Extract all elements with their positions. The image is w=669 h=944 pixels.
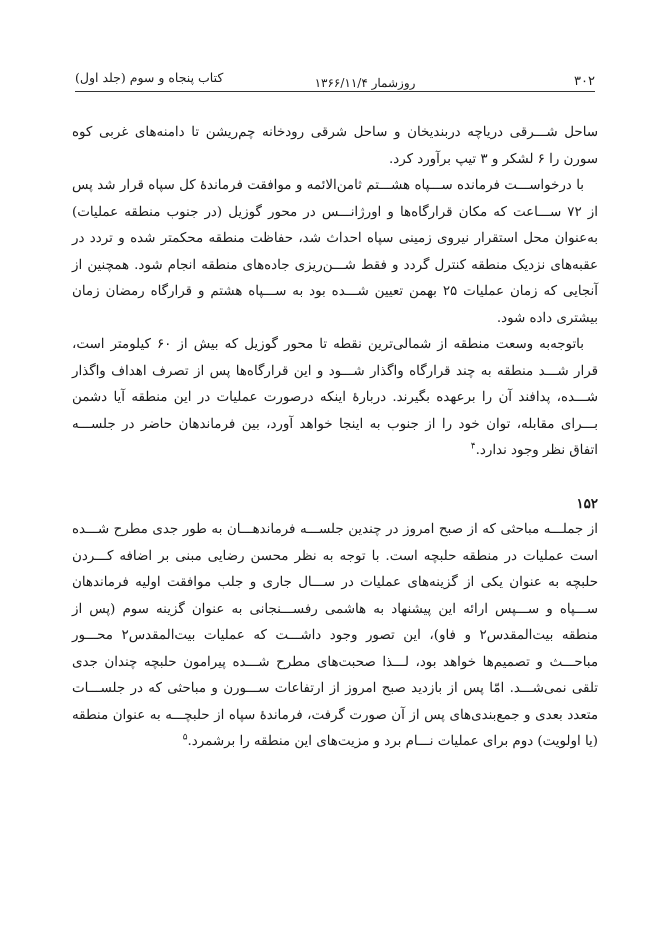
running-header (75, 70, 595, 92)
paragraph: ساحل شـــرقی دریاچه دربندیخان و ساحل شرقی رودخانه چم‌ریشن تا دامنه‌های غربی کوه سورن را ۶ لشکر و ۳ تیپ برآورد کرد. (72, 125, 598, 167)
section-number: ۱۵۲ (576, 495, 598, 512)
header-rule (75, 91, 595, 92)
footnote-marker: ۴ (470, 441, 476, 452)
page-number: ۳۰۲ (574, 74, 595, 89)
header-date: روزشمار ۱۳۶۶/۱۱/۴ (314, 76, 416, 90)
footnote-marker: ۵ (182, 732, 188, 743)
page-body (72, 120, 598, 756)
paragraph-text: از جملـــه مباحثی که از صبح امروز در چندین جلســـه فرماندهـــان به طور جدی مطرح شـــده است عملیات در منطقه حلبچه است. با توجه به نظر محسن رضایی مبنی بر اضافه کـــردن حلبچه به عنوان یکی از گزینه‌های عملیات در ســـال جاری و جلب موافقت اولیه فرماندهان ســـپاه و ســـپس ارائه این پیشنهاد به هاشمی رفســـنجانی به عنوان گزینه سوم (پس از منطقه بیت‌المقدس۲ و فاو)، این تصور وجود داشـــت که عملیات بیت‌المقدس۲ محـــور مباحـــث و تصمیم‌ها خواهد بود، لـــذا صحبت‌های مطرح شـــده پیرامون حلبچه چندان جدی تلقی نمی‌شـــد. امّا پس از بازدید صبح امروز از ارتفاعات ســـورن و مباحثی که در جلســـات متعدد بعدی و جمع‌بندی‌های پس از آن صورت گرفت، فرماندهٔ سپاه از حلبچـــه به عنوان منطقه (یا اولویت) دوم برای عملیات نـــام برد و مزیت‌های این منطقه را برشمرد. (72, 522, 599, 749)
paragraph-text: باتوجه‌به وسعت منطقه از شمالی‌ترین نقطه تا محور گوزیل که بیش از ۶۰ کیلومتر است، قرار شـــد منطقه به چند قرارگاه واگذار شـــود و این قرارگاه‌ها پس از تصرف اهداف واگذار شـــده، پدافند آن را برعهده بگیرند. دربارهٔ اینکه درصورت عملیات در این منطقه آیا دشمن بـــرای مقابله، توان خود را از جنوب به اینجا خواهد آورد، بین فرماندهان حاضر در جلســـه اتفاق نظر وجود ندارد. (72, 337, 598, 458)
paragraph (72, 517, 598, 756)
paragraph: با درخواســـت فرمانده ســـپاه هشـــتم ثامن‌الائمه و موافقت فرماندهٔ کل سپاه قرار شد پس از ۷۲ ســـاعت که مکان قرارگاه‌ها و اورژانـــس در محور گوزیل (در جنوب منطقه عملیات) به‌عنوان محل استقرار نیروی زمینی سپاه احداث شد، حفاظت منطقه محکمتر شده و تردد در عقبه‌های نزدیک منطقه کنترل گردد و فقط شـــن‌ریزی جاده‌های منطقه انجام شود. همچنین از آنجایی که زمان عملیات ۲۵ بهمن تعیین شـــده بود به ســـپاه هشتم و قرارگاه رمضان زمان بیشتری داده شود. (72, 178, 598, 326)
book-title: کتاب پنجاه و سوم (جلد اول) (75, 70, 224, 85)
paragraph (72, 332, 598, 465)
